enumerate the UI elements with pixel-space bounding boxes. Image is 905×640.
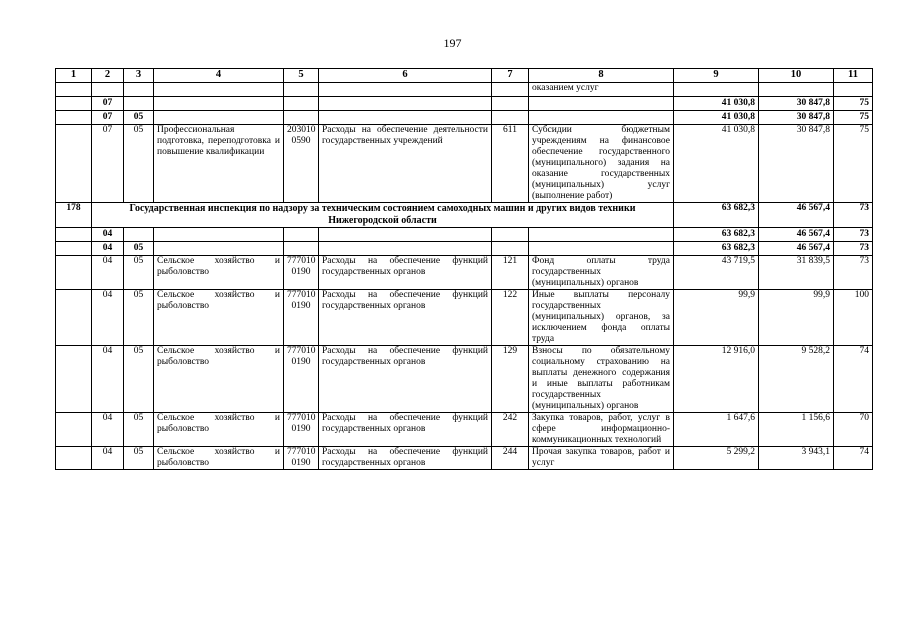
continuation-row: [56, 83, 873, 97]
cell-subsection: 05: [124, 125, 154, 203]
cell-section: 04: [92, 228, 124, 242]
cell-actual: 46 567,4: [759, 228, 834, 242]
cell-actual: 1 156,6: [759, 413, 834, 447]
cell-expense-type: оказанием услуг: [529, 83, 674, 97]
cell-percent: 74: [834, 346, 873, 413]
cell-section: 07: [92, 125, 124, 203]
cell-target-name: Расходы на обеспечение функций государственных органов: [319, 413, 492, 447]
cell-expense-type: Закупка товаров, работ, услуг в сфере информационно-коммуникационных технологий: [529, 413, 674, 447]
cell-subsection: 05: [124, 242, 154, 256]
cell-subsection-name: Сельское хозяйство и рыболовство: [154, 447, 284, 470]
cell-plan: 63 682,3: [674, 203, 759, 228]
cell-subsection: 05: [124, 447, 154, 470]
cell-actual: 46 567,4: [759, 242, 834, 256]
cell-expense-code: 242: [492, 413, 529, 447]
cell-expense-type: Иные выплаты персоналу государственных (муниципальных) органов, за исключением фонда оплаты труда: [529, 290, 674, 346]
cell-actual: 30 847,8: [759, 111, 834, 125]
cell-actual: 3 943,1: [759, 447, 834, 470]
cell-plan: 63 682,3: [674, 228, 759, 242]
cell-target-code: 203010 0590: [284, 125, 319, 203]
org-name-line-2: Нижегородской области: [328, 215, 437, 226]
cell-percent: 73: [834, 228, 873, 242]
header-col-2: 2: [92, 69, 124, 83]
org-number: 178: [56, 203, 92, 228]
header-col-5: 5: [284, 69, 319, 83]
cell-subsection: 05: [124, 346, 154, 413]
header-col-8: 8: [529, 69, 674, 83]
cell-target-code: 777010 0190: [284, 256, 319, 290]
cell-expense-type: Прочая закупка товаров, работ и услуг: [529, 447, 674, 470]
subsection-row: [56, 111, 873, 125]
cell-plan: 5 299,2: [674, 447, 759, 470]
cell-percent: 74: [834, 447, 873, 470]
cell-target-name: Расходы на обеспечение функций государственных органов: [319, 290, 492, 346]
detail-row: [56, 413, 873, 447]
org-name-line-1: Государственная инспекция по надзору за техническим состоянием самоходных машин и других видов техники: [129, 203, 636, 214]
cell-plan: 12 916,0: [674, 346, 759, 413]
cell-subsection: 05: [124, 413, 154, 447]
detail-row: [56, 346, 873, 413]
cell-plan: 41 030,8: [674, 97, 759, 111]
cell-percent: 75: [834, 111, 873, 125]
cell-target-name: Расходы на обеспечение функций государственных органов: [319, 447, 492, 470]
cell-subsection-name: Сельское хозяйство и рыболовство: [154, 346, 284, 413]
cell-subsection-name: Сельское хозяйство и рыболовство: [154, 290, 284, 346]
header-col-9: 9: [674, 69, 759, 83]
cell-expense-code: 611: [492, 125, 529, 203]
cell-percent: 70: [834, 413, 873, 447]
cell-section: 04: [92, 242, 124, 256]
cell-section: 07: [92, 111, 124, 125]
detail-row: [56, 125, 873, 203]
cell-expense-code: 121: [492, 256, 529, 290]
cell-percent: 73: [834, 242, 873, 256]
cell-target-code: 777010 0190: [284, 290, 319, 346]
cell-expense-type: Субсидии бюджетным учреждениям на финансовое обеспечение государственного (муниципального) задания на оказание государственных (муниципальных) услуг (выполнение работ): [529, 125, 674, 203]
cell-subsection: 05: [124, 256, 154, 290]
cell-plan: 99,9: [674, 290, 759, 346]
cell-percent: 73: [834, 256, 873, 290]
cell-actual: 30 847,8: [759, 125, 834, 203]
cell-expense-code: 122: [492, 290, 529, 346]
cell-plan: 1 647,6: [674, 413, 759, 447]
cell-section: 04: [92, 290, 124, 346]
cell-subsection: 05: [124, 111, 154, 125]
header-col-3: 3: [124, 69, 154, 83]
cell-plan: 43 719,5: [674, 256, 759, 290]
cell-percent: 75: [834, 125, 873, 203]
cell-percent: 75: [834, 97, 873, 111]
detail-row: [56, 447, 873, 470]
cell-target-name: Расходы на обеспечение деятельности государственных учреждений: [319, 125, 492, 203]
cell-section: 04: [92, 346, 124, 413]
cell-expense-type: Взносы по обязательному социальному страхованию на выплаты денежного содержания и иные выплаты работникам государственных (муниципальных) органов: [529, 346, 674, 413]
org-header-row: [56, 203, 873, 228]
cell-subsection-name: Сельское хозяйство и рыболовство: [154, 413, 284, 447]
cell-subsection: 05: [124, 290, 154, 346]
cell-target-name: Расходы на обеспечение функций государственных органов: [319, 346, 492, 413]
cell-target-code: 777010 0190: [284, 346, 319, 413]
cell-plan: 41 030,8: [674, 125, 759, 203]
cell-plan: 63 682,3: [674, 242, 759, 256]
subsection-row: [56, 242, 873, 256]
cell-actual: 99,9: [759, 290, 834, 346]
cell-section: 04: [92, 256, 124, 290]
section-row: [56, 228, 873, 242]
cell-subsection-name: Сельское хозяйство и рыболовство: [154, 256, 284, 290]
budget-table: [55, 68, 873, 470]
header-col-11: 11: [834, 69, 873, 83]
cell-section: 07: [92, 97, 124, 111]
cell-actual: 46 567,4: [759, 203, 834, 228]
cell-actual: 9 528,2: [759, 346, 834, 413]
cell-target-name: Расходы на обеспечение функций государственных органов: [319, 256, 492, 290]
cell-expense-code: 129: [492, 346, 529, 413]
section-row: [56, 97, 873, 111]
cell-expense-type: Фонд оплаты труда государственных (муниципальных) органов: [529, 256, 674, 290]
cell-section: 04: [92, 447, 124, 470]
header-col-10: 10: [759, 69, 834, 83]
detail-row: [56, 256, 873, 290]
cell-actual: 30 847,8: [759, 97, 834, 111]
cell-plan: 41 030,8: [674, 111, 759, 125]
header-row: [56, 69, 873, 83]
cell-section: 04: [92, 413, 124, 447]
cell-target-code: 777010 0190: [284, 447, 319, 470]
org-name: [92, 203, 674, 228]
cell-percent: 73: [834, 203, 873, 228]
cell-target-code: 777010 0190: [284, 413, 319, 447]
header-col-7: 7: [492, 69, 529, 83]
cell-percent: 100: [834, 290, 873, 346]
cell-subsection-name: Профессиональная подготовка, переподготовка и повышение квалификации: [154, 125, 284, 203]
header-col-6: 6: [319, 69, 492, 83]
page-number: 197: [443, 36, 462, 50]
header-col-4: 4: [154, 69, 284, 83]
cell-actual: 31 839,5: [759, 256, 834, 290]
header-col-1: 1: [56, 69, 92, 83]
detail-row: [56, 290, 873, 346]
cell-expense-code: 244: [492, 447, 529, 470]
